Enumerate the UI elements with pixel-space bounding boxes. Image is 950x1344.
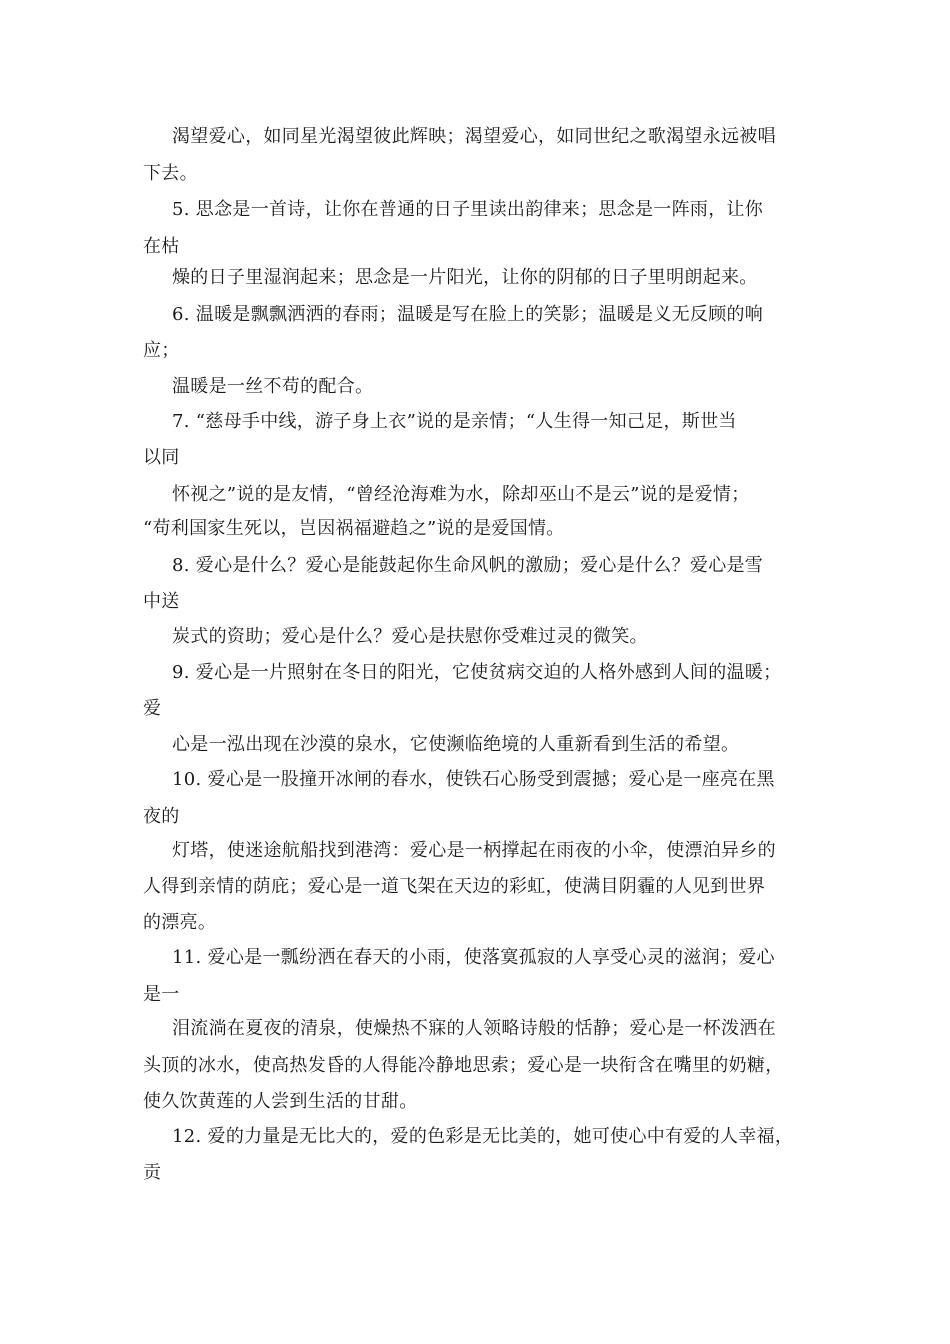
- text-line: 泪流淌在夏夜的清泉，使燥热不寐的人领略诗般的恬静；爱心是一杯泼洒在: [172, 1018, 776, 1039]
- text-line: 人得到亲情的荫庇；爱心是一道飞架在天边的彩虹，使满目阴霾的人见到世界: [143, 876, 766, 897]
- text-line: 使久饮黄莲的人尝到生活的甘甜。: [143, 1091, 418, 1112]
- text-line: 头顶的冰水，使高热发昏的人得能冷静地思索；爱心是一块衔含在嘴里的奶糖，: [143, 1055, 784, 1076]
- text-line: 12. 爱的力量是无比大的，爱的色彩是无比美的，她可使心中有爱的人幸福，: [172, 1126, 794, 1147]
- text-line: 7. “慈母手中线，游子身上衣”说的是亲情；“人生得一知己足，斯世当: [172, 411, 737, 432]
- text-line: “苟利国家生死以，岂因祸福避趋之”说的是爱国情。: [143, 518, 565, 539]
- text-line: 应；: [143, 340, 180, 361]
- text-line: 9. 爱心是一片照射在冬日的阳光，它使贫病交迫的人格外感到人间的温暖；: [172, 662, 782, 683]
- text-line: 怀视之”说的是友情，“曾经沧海难为水，除却巫山不是云”说的是爱情；: [172, 484, 750, 505]
- text-line: 在枯: [143, 236, 180, 257]
- text-line: 11. 爱心是一瓢纷洒在春天的小雨，使落寞孤寂的人享受心灵的滋润；爱心: [172, 947, 775, 968]
- text-line: 炭式的资助；爱心是什么？爱心是扶慰你受难过灵的微笑。: [172, 626, 648, 647]
- text-line: 夜的: [143, 806, 180, 827]
- text-line: 6. 温暖是飘飘洒洒的春雨；温暖是写在脸上的笑影；温暖是义无反顾的响: [172, 304, 764, 325]
- text-line: 燥的日子里湿润起来；思念是一片阳光，让你的阴郁的日子里明朗起来。: [172, 267, 758, 288]
- text-line: 8. 爱心是什么？爱心是能鼓起你生命风帆的激励；爱心是什么？爱心是雪: [172, 555, 764, 576]
- text-line: 5. 思念是一首诗，让你在普通的日子里读出韵律来；思念是一阵雨，让你: [172, 199, 764, 220]
- text-line: 是一: [143, 984, 180, 1005]
- text-line: 以同: [143, 447, 180, 468]
- text-line: 下去。: [143, 163, 198, 184]
- text-line: 爱: [143, 698, 162, 719]
- text-line: 心是一泓出现在沙漠的泉水，它使濒临绝境的人重新看到生活的希望。: [172, 734, 740, 755]
- text-line: 的漂亮。: [143, 912, 217, 933]
- text-line: 渴望爱心，如同星光渴望彼此辉映；渴望爱心，如同世纪之歌渴望永远被唱: [172, 126, 776, 147]
- text-line: 灯塔，使迷途航船找到港湾：爱心是一柄撑起在雨夜的小伞，使漂泊异乡的: [172, 840, 776, 861]
- text-line: 中送: [143, 591, 180, 612]
- text-line: 10. 爱心是一股撞开冰闸的春水，使铁石心肠受到震撼；爱心是一座亮在黑: [172, 769, 775, 790]
- text-line: 温暖是一丝不苟的配合。: [172, 376, 374, 397]
- text-line: 贡: [143, 1162, 162, 1183]
